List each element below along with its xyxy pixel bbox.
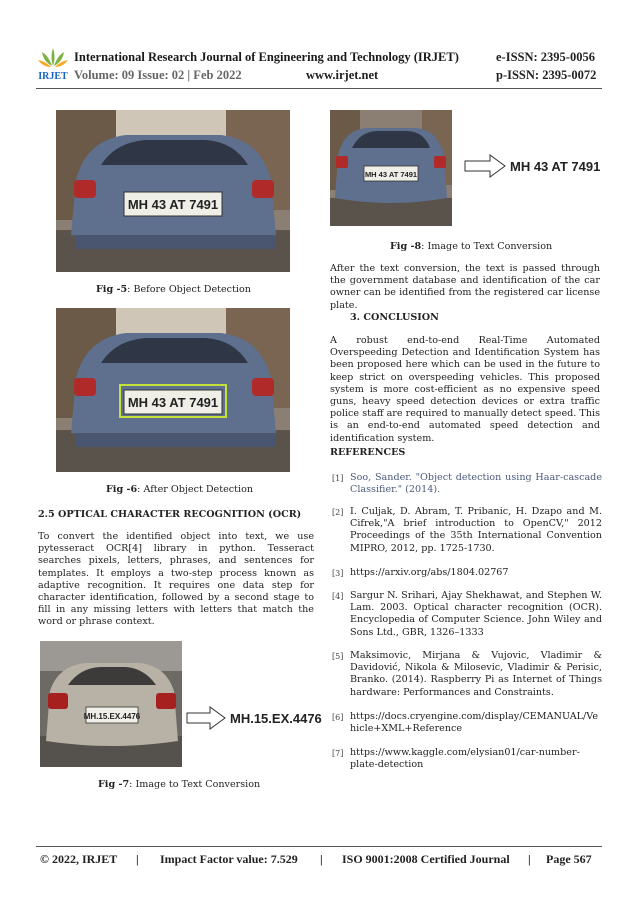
reference-number: [6] (332, 713, 344, 722)
footer-separator: | (320, 852, 323, 866)
fig7-arrow-icon (186, 706, 226, 730)
volume-issue: Volume: 09 Issue: 02 | Feb 2022 (74, 68, 242, 82)
reference-number: [4] (332, 592, 344, 601)
ocr-heading: 2.5 OPTICAL CHARACTER RECOGNITION (OCR) (38, 509, 302, 520)
irjet-logo (36, 46, 70, 82)
fig8-ocr-output: MH 43 AT 7491 (510, 159, 601, 174)
irjet-logo-icon (36, 46, 70, 82)
footer-rule (36, 846, 602, 847)
reference-item: Maksimovic, Mirjana & Vujovic, Vladimir & Davidović, Nikola & Milosevic, Vladimir & Perisic, Branko. (2014). Raspberry Pi as Internet of Things hardware: Performances and Constraints. (350, 650, 602, 698)
footer-page-number: Page 567 (546, 852, 592, 866)
reference-link: https://www.kaggle.com/elysian01/car-number-plate-detection (350, 747, 580, 771)
svg-text:IRJET: IRJET (38, 71, 68, 82)
fig5-photo (56, 110, 290, 272)
reference-link: https://arxiv.org/abs/1804.02767 (350, 567, 509, 578)
fig7-caption: Fig -7: Image to Text Conversion (98, 779, 261, 790)
footer-iso: ISO 9001:2008 Certified Journal (342, 852, 510, 866)
fig5-caption: Fig -5: Before Object Detection (96, 284, 251, 295)
after-fig8-paragraph: After the text conversion, the text is passed through the government database and identification of the car owner can be identified from the registered car license plate. (330, 263, 600, 311)
reference-number: [3] (332, 569, 344, 578)
svg-text:MH 43 AT 7491: MH 43 AT 7491 (127, 395, 219, 410)
fig7-ocr-output: MH.15.EX.4476 (230, 711, 322, 726)
fig8-caption: Fig -8: Image to Text Conversion (390, 241, 553, 252)
reference-link: https://docs.cryengine.com/display/CEMANUAL/Vehicle+XML+Reference (350, 711, 598, 735)
reference-number: [1] (332, 474, 344, 483)
e-issn: e-ISSN: 2395-0056 (496, 50, 595, 64)
journal-website: www.irjet.net (306, 68, 379, 82)
svg-text:MH 43 AT 7491: MH 43 AT 7491 (364, 170, 418, 179)
footer-impact-factor: Impact Factor value: 7.529 (160, 852, 298, 866)
fig6-caption: Fig -6: After Object Detection (106, 484, 254, 495)
svg-text:MH.15.EX.4476: MH.15.EX.4476 (83, 712, 141, 721)
svg-text:MH 43 AT 7491: MH 43 AT 7491 (127, 197, 219, 212)
p-issn: p-ISSN: 2395-0072 (496, 68, 597, 82)
footer-separator: | (136, 852, 139, 866)
reference-number: [7] (332, 749, 344, 758)
fig8-arrow-icon (464, 154, 506, 178)
ocr-paragraph: To convert the identified object into text, we use pytesseract OCR[4] library in python. Tesseract searches pixels, letters, phrases, and sentences for templates. It employs a two-step process known as adaptive recognition. It requires one data step for character identification, followed by a second stage to fill in any missing letters with letters that match the word or phrase context. (38, 531, 314, 628)
reference-item: I. Culjak, D. Abram, T. Pribanic, H. Dzapo and M. Cifrek,"A brief introduction to OpenCV," 2012 Proceedings of the 35th International Convention MIPRO, 2012, pp. 1725-1730. (350, 506, 602, 554)
journal-title: International Research Journal of Engineering and Technology (IRJET) (74, 50, 459, 64)
references-heading: REFERENCES (330, 447, 406, 458)
header-rule (36, 88, 602, 89)
conclusion-paragraph: A robust end-to-end Real-Time Automated Overspeeding Detection and Identification System has been proposed here which can be used in the future to keep strict on overspeeding vehicles. This proposed system is more cost-efficient as no expensive speed guns, heavy speed detection devices or extra traffic police staff are required to manually detect speed. This is an end-to-end automated speed detection and identification system. (330, 335, 600, 444)
fig8-photo (330, 110, 452, 226)
reference-item: Sargur N. Srihari, Ajay Shekhawat, and Stephen W. Lam. 2003. Optical character recognition (OCR). Encyclopedia of Computer Science. John Wiley and Sons Ltd., GBR, 1326–1333 (350, 590, 602, 638)
reference-number: [2] (332, 508, 344, 517)
fig6-photo (56, 308, 290, 472)
conclusion-heading: 3. CONCLUSION (350, 312, 439, 323)
reference-item: Soo, Sander. "Object detection using Haar-cascade Classifier." (2014). (350, 472, 602, 496)
footer-copyright: © 2022, IRJET (40, 852, 118, 866)
fig7-photo (40, 641, 182, 767)
reference-number: [5] (332, 652, 344, 661)
footer-separator: | (528, 852, 531, 866)
